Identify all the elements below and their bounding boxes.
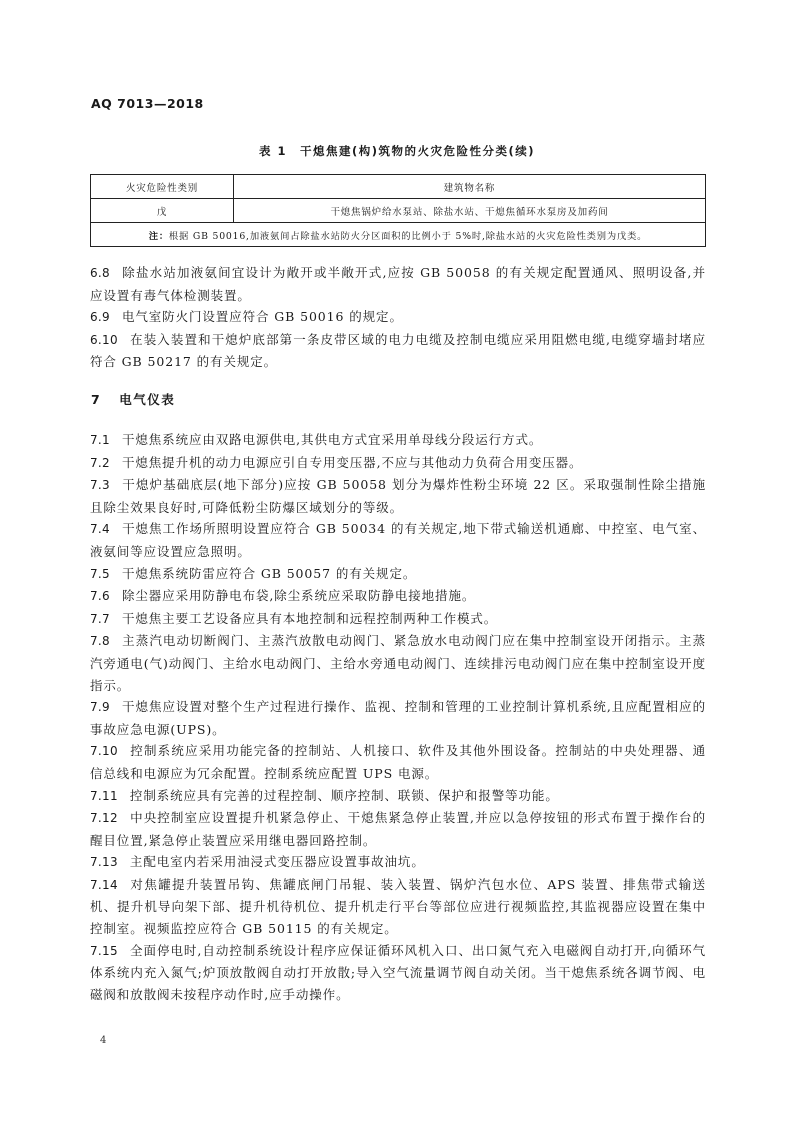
clause: [90, 585, 706, 608]
section-number: 7: [91, 392, 102, 407]
clause-number: 7.15: [90, 943, 118, 958]
clause-text: 主蒸汽电动切断阀门、主蒸汽放散电动阀门、紧急放水电动阀门应在集中控制室设开闭指示。主蒸汽旁通电(气)动阀门、主给水电动阀门、主给水旁通电动阀门、连续排污电动阀门应在集中控制室设开度指示。: [90, 633, 706, 693]
table-row: [91, 199, 706, 223]
table-note-text: 根据 GB 50016,加液氨间占除盐水站防火分区面积的比例小于 5%时,除盐水站的火灾危险性类别为戊类。: [168, 230, 648, 242]
clause-text: 干熄焦主要工艺设备应具有本地控制和远程控制两种工作模式。: [121, 610, 498, 626]
clause-text: 干熄焦系统防雷应符合 GB 50057 的有关规定。: [121, 565, 417, 581]
clause-number: 7.1: [90, 433, 110, 447]
clause: [90, 851, 706, 874]
clause-text: 全面停电时,自动控制系统设计程序应保证循环风机入口、出口氮气充入电磁阀自动打开,向循环气体系统内充入氮气;炉顶放散阀自动打开放散;导入空气流量调节阀自动关闭。当干熄焦系统各调节阀、电磁阀和放散阀未按程序动作时,应手动操作。: [90, 942, 706, 1002]
clause-number: 7.2: [90, 455, 110, 470]
clause-text: 除盐水站加液氨间宜设计为敞开或半敞开式,应按 GB 50058 的有关规定配置通风、照明设备,并应设置有毒气体检测装置。: [90, 265, 706, 303]
clause-number: 7.12: [90, 811, 118, 826]
clause: [90, 452, 706, 475]
table-header-row: [91, 175, 706, 199]
table-note-label: 注：: [148, 230, 169, 242]
clause-text: 干熄焦系统应由双路电源供电,其供电方式宜采用单母线分段运行方式。: [121, 432, 543, 447]
clause: [90, 874, 706, 940]
section-title: 电气仪表: [119, 392, 176, 407]
clause-number: 7.3: [90, 478, 110, 493]
clause-text: 中央控制室应设置提升机紧急停止、干熄焦紧急停止装置,并应以急停按钮的形式布置于操作台的醒目位置,紧急停止装置应采用继电器回路控制。: [90, 810, 706, 848]
clause-text: 电气室防火门设置应符合 GB 50016 的规定。: [121, 309, 403, 325]
clause-text: 主配电室内若采用油浸式变压器应设置事故油坑。: [129, 854, 425, 870]
clause-number: 7.10: [90, 744, 118, 759]
clause-number: 7.6: [90, 589, 110, 604]
clause-text: 干熄焦应设置对整个生产过程进行操作、监视、控制和管理的工业控制计算机系统,且应配置相应的事故应急电源(UPS)。: [90, 699, 706, 737]
clause: [90, 306, 706, 329]
clause: [90, 807, 706, 851]
clause-text: 对焦罐提升装置吊钩、焦罐底闸门吊辊、装入装置、锅炉汽包水位、APS 装置、排焦带式输送机、提升机导向架下部、提升机待机位、提升机走行平台等部位应进行视频监控,其监视器应设置在集中控制室。视频监控应符合 GB 50115 的有关规定。: [90, 876, 706, 937]
clause: [90, 563, 706, 586]
clause: [90, 940, 706, 1006]
table-cell-category: 戊: [91, 199, 234, 223]
clause-number: 6.9: [90, 310, 110, 325]
section-heading: [91, 390, 175, 408]
clause-text: 控制系统应采用功能完备的控制站、人机接口、软件及其他外围设备。控制站的中央处理器、通信总线和电源应为冗余配置。控制系统应配置 UPS 电源。: [90, 743, 706, 781]
table-title: 表 1 干熄焦建(构)筑物的火灾危险性分类(续): [258, 144, 536, 158]
clause-text: 干熄炉基础底层(地下部分)应按 GB 50058 划分为爆炸性粉尘环境 22 区。采取强制性除尘措施且除尘效果良好时,可降低粉尘防爆区域划分的等级。: [90, 477, 706, 515]
clause-number: 7.14: [90, 877, 118, 892]
clause-number: 7.7: [90, 611, 110, 626]
clause-text: 干熄焦提升机的动力电源应引自专用变压器,不应与其他动力负荷合用变压器。: [121, 454, 583, 470]
table-note-row: [91, 223, 706, 247]
clause: [90, 474, 706, 518]
clause-number: 7.8: [90, 634, 110, 649]
standard-code-header: AQ 7013—2018: [91, 96, 204, 111]
clause-number: 7.4: [90, 522, 110, 537]
clause-text: 在装入装置和干熄炉底部第一条皮带区域的电力电缆及控制电缆应采用阻燃电缆,电缆穿墙封堵应符合 GB 50217 的有关规定。: [90, 331, 706, 370]
clause-number: 7.5: [90, 566, 110, 581]
clauses-section-6: [90, 262, 706, 373]
page-number: 4: [100, 1035, 107, 1046]
clause: [90, 740, 706, 784]
clause-text: 控制系统应具有完善的过程控制、顺序控制、联锁、保护和报警等功能。: [129, 787, 559, 803]
clause: [90, 329, 706, 373]
clause: [90, 630, 706, 696]
column-header-category: 火灾危险性类别: [91, 175, 234, 199]
clause: [90, 785, 706, 808]
table-cell-buildings: 干熄焦锅炉给水泵站、除盐水站、干熄焦循环水泵房及加药间: [234, 199, 706, 223]
clause-text: 除尘器应采用防静电布袋,除尘系统应采取防静电接地措施。: [121, 588, 476, 604]
clause: [90, 696, 706, 740]
column-header-buildings: 建筑物名称: [234, 175, 706, 199]
clause-number: 6.10: [90, 332, 118, 347]
clause: [90, 518, 706, 562]
clause-number: 7.9: [90, 700, 110, 715]
clause: [90, 608, 706, 631]
clause-text: 干熄焦工作场所照明设置应符合 GB 50034 的有关规定,地下带式输送机通廊、中控室、电气室、液氨间等应设置应急照明。: [90, 521, 706, 559]
clause-number: 7.13: [90, 855, 118, 870]
table-note: [91, 223, 706, 247]
clause-number: 6.8: [90, 266, 110, 280]
fire-hazard-table: [90, 174, 706, 247]
clause: [90, 429, 706, 452]
clause-number: 7.11: [90, 788, 118, 803]
clauses-section-7: [90, 429, 706, 1005]
clause: [90, 262, 706, 306]
